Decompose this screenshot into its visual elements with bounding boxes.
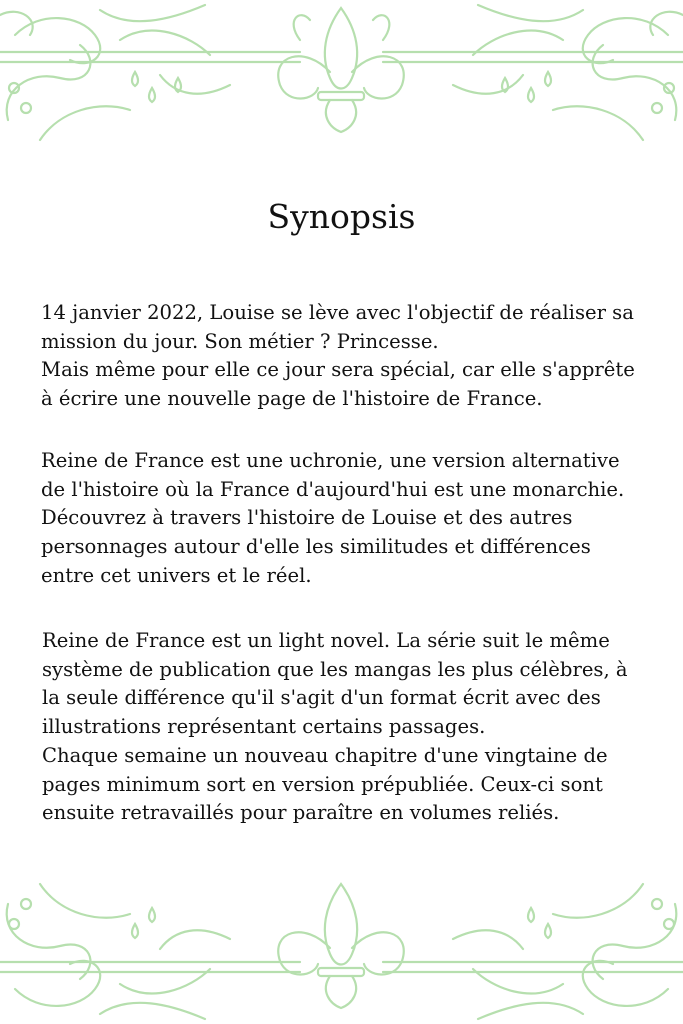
text-line: Découvrez à travers l'histoire de Louise et des autres <box>41 506 573 530</box>
synopsis-paragraph-2 <box>41 447 651 591</box>
bottom-fleur-de-lis-ornament <box>0 874 683 1024</box>
text-line: illustrations représentant certains passages. <box>42 715 486 739</box>
text-line: 14 janvier 2022, Louise se lève avec l'objectif de réaliser sa <box>41 301 634 324</box>
synopsis-paragraph-1 <box>41 299 651 414</box>
text-line: ensuite retravaillés pour paraître en volumes reliés. <box>42 801 560 825</box>
text-line: mission du jour. Son métier ? Princesse. <box>41 329 439 353</box>
text-line: à écrire une nouvelle page de l'histoire de France. <box>41 387 543 411</box>
text-line: entre cet univers et le réel. <box>41 563 312 587</box>
page-title: Synopsis <box>267 197 416 236</box>
text-line: de l'histoire où la France d'aujourd'hui est une monarchie. <box>41 477 625 501</box>
text-line: système de publication que les mangas les plus célèbres, à <box>42 657 628 681</box>
top-fleur-de-lis-ornament <box>0 0 683 150</box>
text-line: Mais même pour elle ce jour sera spécial, car elle s'apprête <box>41 358 635 382</box>
synopsis-paragraph-3 <box>42 627 652 828</box>
text-line: Chaque semaine un nouveau chapitre d'une vingtaine de <box>42 743 608 767</box>
text-line: la seule différence qu'il s'agit d'un format écrit avec des <box>42 686 601 710</box>
text-line: pages minimum sort en version prépubliée. Ceux-ci sont <box>42 772 603 796</box>
text-line: personnages autour d'elle les similitudes et différences <box>41 535 591 559</box>
text-line: Reine de France est un light novel. La série suit le même <box>42 629 610 652</box>
text-line: Reine de France est une uchronie, une version alternative <box>41 449 620 472</box>
